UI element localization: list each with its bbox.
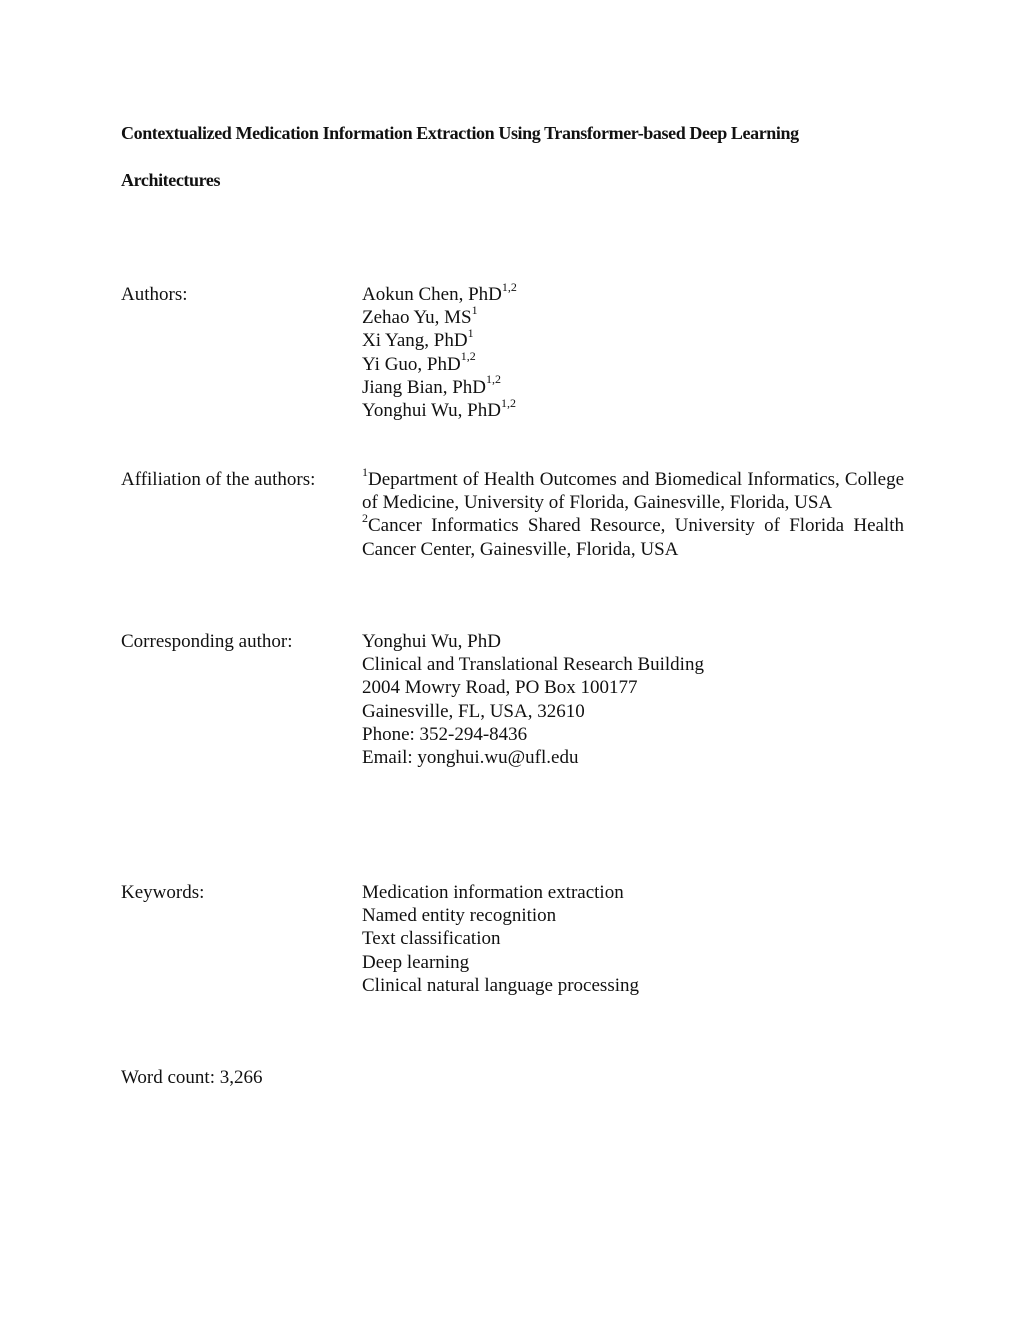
authors-list	[362, 279, 904, 422]
corresponding-author-label: Corresponding author:	[121, 631, 293, 652]
affiliation-label: Affiliation of the authors:	[121, 469, 316, 490]
corresponding-phone: Phone: 352-294-8436	[362, 723, 528, 745]
author-item: Aokun Chen, PhD$^{1,2}$	[362, 279, 517, 305]
corresponding-name: Yonghui Wu, PhD	[362, 631, 501, 652]
corresponding-email: Email: yonghui.wu@ufl.edu	[362, 747, 579, 769]
affiliation-item: $^1$Department of Health Outcomes and Biomedical Informatics, College of Medicine, University of Florida, Gainesville, Florida, USA	[362, 464, 904, 514]
keywords-label: Keywords:	[121, 882, 205, 903]
keyword-item: Deep learning	[362, 951, 470, 973]
paper-title-line-2: Architectures	[121, 170, 221, 190]
paper-title-line-1: Contextualized Medication Information Extraction Using Transformer-based Deep Learning	[121, 123, 799, 143]
keyword-item: Named entity recognition	[362, 905, 557, 927]
corresponding-street: 2004 Mowry Road, PO Box 100177	[362, 677, 638, 699]
author-item: Yi Guo, PhD$^{1,2}$	[362, 349, 476, 375]
author-item: Yonghui Wu, PhD$^{1,2}$	[362, 395, 516, 422]
corresponding-city: Gainesville, FL, USA, 32610	[362, 700, 585, 722]
corresponding-author-details	[362, 630, 904, 769]
word-count: Word count: 3,266	[121, 1067, 263, 1088]
author-item: Jiang Bian, PhD$^{1,2}$	[362, 372, 502, 398]
keyword-item: Medication information extraction	[362, 882, 624, 903]
author-item: Xi Yang, PhD$^1$	[362, 326, 474, 352]
keyword-item: Text classification	[362, 928, 501, 950]
author-item: Zehao Yu, $MS^1$	[362, 302, 478, 329]
authors-label: Authors:	[121, 284, 188, 305]
affiliation-item: $^2$Cancer Informatics Shared Resource, University of Florida Health Cancer Center, Gainesville, Florida, USA	[362, 511, 904, 560]
corresponding-building: Clinical and Translational Research Building	[362, 654, 704, 676]
keywords-list	[362, 881, 904, 997]
affiliation-list	[362, 464, 904, 561]
keyword-item: Clinical natural language processing	[362, 974, 639, 996]
